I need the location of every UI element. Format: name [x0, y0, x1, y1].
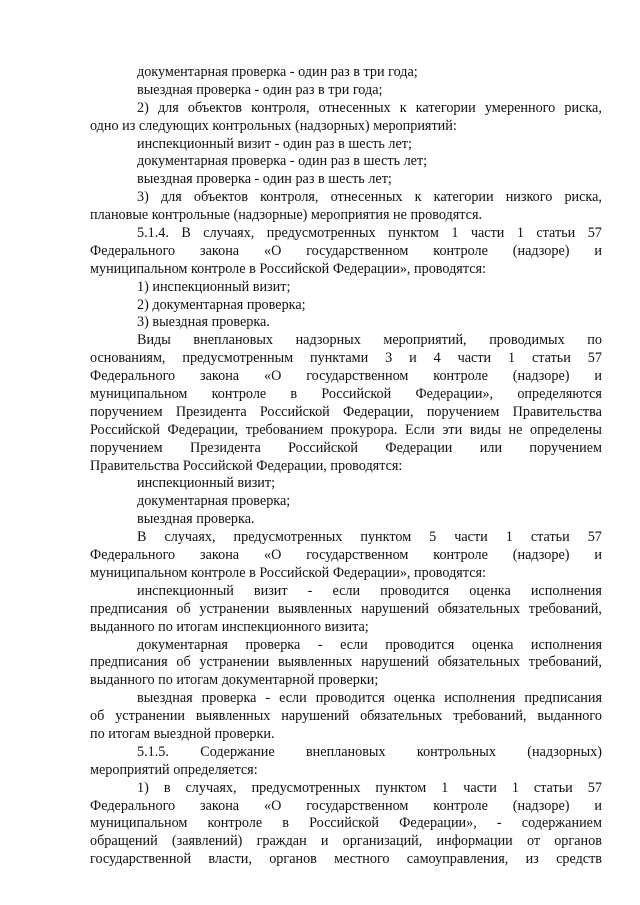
text-line — [90, 690, 602, 708]
text-line: документарная проверка - один раз в три года; — [137, 64, 418, 80]
word: пунктом — [360, 529, 412, 546]
word: проводится — [380, 582, 450, 599]
word: поручением — [90, 403, 163, 420]
word: Федерации, — [167, 421, 239, 438]
text-line — [90, 780, 602, 798]
word: низкого — [505, 189, 553, 206]
text-line: плановые контрольные (надзорные) мероприятия не проводятся. — [90, 207, 483, 224]
word: части — [470, 225, 505, 242]
word: Российской — [90, 421, 160, 438]
word: и — [409, 350, 417, 367]
word: (надзоре) — [512, 797, 570, 814]
text-line — [90, 332, 602, 350]
word: Федерации, — [343, 403, 414, 420]
word: части — [454, 529, 488, 546]
text-line — [90, 601, 602, 619]
document-page — [90, 64, 602, 869]
word: Федерации», — [399, 815, 477, 832]
word: Федерации», — [415, 386, 494, 403]
word: обязательных — [437, 600, 520, 617]
word: - — [265, 690, 271, 707]
word: организаций, — [342, 833, 423, 850]
text-line — [90, 744, 602, 762]
word: нарушений — [361, 654, 429, 671]
word: и — [594, 368, 602, 385]
word: Федерального — [90, 547, 176, 564]
word: 1 — [451, 225, 459, 242]
word: исполнения — [530, 582, 602, 599]
word: определены — [530, 421, 602, 438]
word: для — [160, 189, 182, 206]
word: объектов — [193, 189, 248, 206]
text-line — [90, 708, 602, 726]
word: Виды — [137, 332, 171, 349]
word: пунктом — [375, 779, 427, 796]
word: поручением — [426, 403, 500, 420]
word: Российской — [321, 386, 392, 403]
word: обращений — [90, 833, 158, 850]
word: документарная — [137, 636, 228, 653]
word: предусмотренным — [182, 350, 294, 367]
word: В — [181, 225, 191, 242]
word: оценка — [471, 636, 514, 653]
word: проверка — [245, 636, 301, 653]
word: инспекционный — [137, 582, 234, 599]
word: 1) — [137, 779, 149, 796]
word: закона — [200, 797, 240, 814]
text-line: выданного по итогам документарной проверки; — [90, 672, 379, 689]
text-line — [90, 404, 602, 422]
word: внеплановых — [193, 332, 273, 349]
word: 57 — [587, 529, 602, 546]
word: 4 — [433, 350, 441, 367]
text-line — [90, 368, 602, 386]
word: или — [479, 439, 503, 456]
word: 5 — [429, 529, 437, 546]
word: Президента — [189, 439, 261, 456]
text-line: Правительства Российской Федерации, проводятся: — [90, 457, 403, 474]
word: проверка — [201, 690, 257, 707]
word: государственном — [306, 242, 409, 259]
word: об — [176, 654, 191, 671]
word: «О — [263, 242, 282, 259]
word: и — [320, 833, 329, 850]
text-line: мероприятий определяется: — [90, 761, 258, 778]
word: поручением — [529, 439, 602, 456]
word: случаях, — [185, 779, 237, 796]
text-line: выездная проверка. — [137, 511, 255, 528]
word: в — [163, 779, 171, 796]
text-line — [90, 350, 602, 368]
word: в — [290, 386, 298, 403]
word: отнесенных — [318, 99, 391, 116]
word: если — [279, 690, 307, 707]
word: власти, — [208, 851, 252, 868]
text-line — [90, 637, 602, 655]
word: 1 — [511, 779, 519, 796]
word: риска, — [564, 189, 602, 206]
word: контроле — [433, 368, 488, 385]
word: муниципальном — [90, 815, 188, 832]
word: органов — [269, 851, 317, 868]
text-line: документарная проверка - один раз в шесть лет; — [137, 153, 428, 170]
word: предписания — [90, 654, 168, 671]
word: 1 — [441, 779, 449, 796]
word: определяются — [517, 386, 602, 403]
word: выездная — [137, 690, 193, 707]
word: проводится — [315, 690, 385, 707]
word: оценка — [469, 582, 511, 599]
word: информации — [436, 833, 513, 850]
word: категории — [415, 99, 476, 116]
word: закона — [200, 368, 240, 385]
word: виды — [469, 421, 501, 438]
text-line: документарная проверка; — [137, 493, 291, 510]
word: части — [457, 350, 492, 367]
word: предписания — [524, 690, 602, 707]
word: (надзоре) — [512, 368, 570, 385]
text-line — [90, 583, 602, 601]
word: требований, — [453, 708, 527, 725]
text-line — [90, 440, 602, 458]
word: риска, — [564, 99, 602, 116]
word: Содержание — [200, 743, 275, 760]
text-line: 2) документарная проверка; — [137, 296, 306, 313]
word: от — [526, 833, 541, 850]
word: государственном — [306, 547, 409, 564]
word: по — [587, 332, 602, 349]
text-line: 3) выездная проверка. — [137, 314, 270, 331]
word: Российской — [309, 815, 380, 832]
word: 3) — [137, 189, 149, 206]
word: Российской — [259, 403, 330, 420]
word: нарушений — [361, 600, 429, 617]
word: 1 — [505, 529, 513, 546]
word: мероприятий, — [383, 332, 467, 349]
word: нарушений — [281, 708, 350, 725]
word: прокурора. — [330, 421, 398, 438]
text-line — [90, 833, 602, 851]
word: устранении — [115, 708, 186, 725]
word: внеплановых — [305, 743, 386, 760]
word: В — [137, 529, 147, 546]
word: к — [399, 99, 407, 116]
word: устранении — [199, 654, 270, 671]
text-line: муниципальном контроле в Российской Федерации», проводятся: — [90, 564, 486, 581]
text-line — [90, 100, 602, 118]
text-line — [90, 243, 602, 261]
word: контроля, — [251, 99, 310, 116]
word: средств — [556, 851, 602, 868]
word: оценка — [393, 690, 436, 707]
text-line — [90, 189, 602, 207]
word: 57 — [587, 779, 602, 796]
word: закона — [200, 242, 240, 259]
word: выявленных — [195, 708, 271, 725]
word: пунктами — [310, 350, 369, 367]
word: проводится — [385, 636, 455, 653]
word: из — [525, 851, 539, 868]
text-line — [90, 422, 602, 440]
text-line: инспекционный визит; — [137, 475, 276, 492]
word: об — [176, 600, 191, 617]
text-line — [90, 225, 602, 243]
word: исполнения — [530, 636, 602, 653]
word: исполнения — [444, 690, 516, 707]
word: статьи — [532, 350, 571, 367]
word: случаях, — [203, 225, 255, 242]
word: поручением — [90, 439, 163, 456]
word: статьи — [533, 779, 573, 796]
word: предусмотренных — [233, 529, 343, 546]
word: контроле — [433, 242, 488, 259]
word: Федерального — [90, 797, 176, 814]
word: закона — [200, 547, 240, 564]
word: Президента — [175, 403, 247, 420]
word: и — [594, 547, 602, 564]
word: требований, — [528, 600, 602, 617]
word: предписания — [90, 600, 168, 617]
word: требованием — [245, 421, 324, 438]
word: статьи — [530, 529, 570, 546]
word: и — [594, 242, 602, 259]
word: - — [317, 636, 323, 653]
word: предусмотренных — [266, 225, 376, 242]
word: контроля, — [260, 189, 319, 206]
word: (надзоре) — [512, 242, 570, 259]
word: 5.1.4. — [137, 225, 169, 242]
word: (заявлений) — [171, 833, 243, 850]
word: статьи — [536, 225, 576, 242]
word: отнесенных — [330, 189, 403, 206]
word: обязательных — [360, 708, 443, 725]
word: государственной — [90, 851, 192, 868]
word: эти — [442, 421, 463, 438]
word: местного — [334, 851, 390, 868]
word: органов — [554, 833, 602, 850]
word: Правительства — [512, 403, 602, 420]
text-line — [90, 654, 602, 672]
text-line — [90, 386, 602, 404]
word: Федерации — [385, 439, 453, 456]
word: 1 — [516, 225, 524, 242]
word: самоуправления, — [406, 851, 509, 868]
word: «О — [263, 547, 282, 564]
text-line: выданного по итогам инспекционного визита; — [90, 618, 369, 635]
word: контроле — [207, 815, 263, 832]
word: содержанием — [521, 815, 602, 832]
word: пунктом — [388, 225, 439, 242]
word: требований, — [528, 654, 602, 671]
word: основаниям, — [90, 350, 166, 367]
text-line: муниципальном контроле в Российской Федерации», проводятся: — [90, 260, 486, 277]
word: для — [157, 99, 179, 116]
text-line: выездная проверка - один раз в шесть лет; — [137, 171, 392, 188]
word: и — [594, 797, 602, 814]
word: категории — [433, 189, 494, 206]
word: Федерального — [90, 242, 176, 259]
word: Федерального — [90, 368, 176, 385]
word: контроле — [433, 797, 488, 814]
word: если — [340, 636, 368, 653]
word: объектов — [187, 99, 243, 116]
word: 3 — [385, 350, 393, 367]
word: государственном — [306, 368, 409, 385]
word: - — [496, 815, 502, 832]
word: «О — [263, 797, 282, 814]
word: граждан — [256, 833, 307, 850]
word: «О — [263, 368, 282, 385]
word: визит — [253, 582, 288, 599]
word: случаях, — [164, 529, 216, 546]
word: не — [508, 421, 523, 438]
word: контроле — [433, 547, 488, 564]
word: умеренного — [484, 99, 556, 116]
word: выданного — [537, 708, 602, 725]
word: части — [463, 779, 497, 796]
word: выявленных — [277, 654, 353, 671]
text-line: инспекционный визит - один раз в шесть лет; — [137, 135, 412, 152]
text-line: одно из следующих контрольных (надзорных) мероприятий: — [90, 117, 457, 134]
word: обязательных — [437, 654, 520, 671]
word: (надзорных) — [527, 743, 602, 760]
text-line: 1) инспекционный визит; — [137, 278, 291, 295]
word: контроле — [211, 386, 267, 403]
word: - — [307, 582, 313, 599]
word: 1 — [508, 350, 516, 367]
word: об — [90, 708, 105, 725]
word: Если — [405, 421, 435, 438]
word: контрольных — [416, 743, 496, 760]
word: государственном — [306, 797, 409, 814]
word: 5.1.5. — [137, 743, 169, 760]
text-line — [90, 851, 602, 869]
word: 2) — [137, 99, 149, 116]
text-line: выездная проверка - один раз в три года; — [137, 81, 383, 98]
word: 57 — [587, 350, 602, 367]
text-line — [90, 798, 602, 816]
word: проводимых — [489, 332, 565, 349]
word: надзорных — [295, 332, 361, 349]
word: муниципальном — [90, 386, 188, 403]
text-line — [90, 529, 602, 547]
text-line — [90, 815, 602, 833]
word: к — [414, 189, 422, 206]
text-line: по итогам выездной проверки. — [90, 725, 275, 742]
word: если — [332, 582, 361, 599]
word: предусмотренных — [251, 779, 361, 796]
word: 57 — [587, 225, 602, 242]
text-line — [90, 547, 602, 565]
word: (надзоре) — [512, 547, 570, 564]
word: выявленных — [277, 600, 353, 617]
word: Российской — [288, 439, 359, 456]
word: в — [282, 815, 289, 832]
word: устранении — [199, 600, 270, 617]
